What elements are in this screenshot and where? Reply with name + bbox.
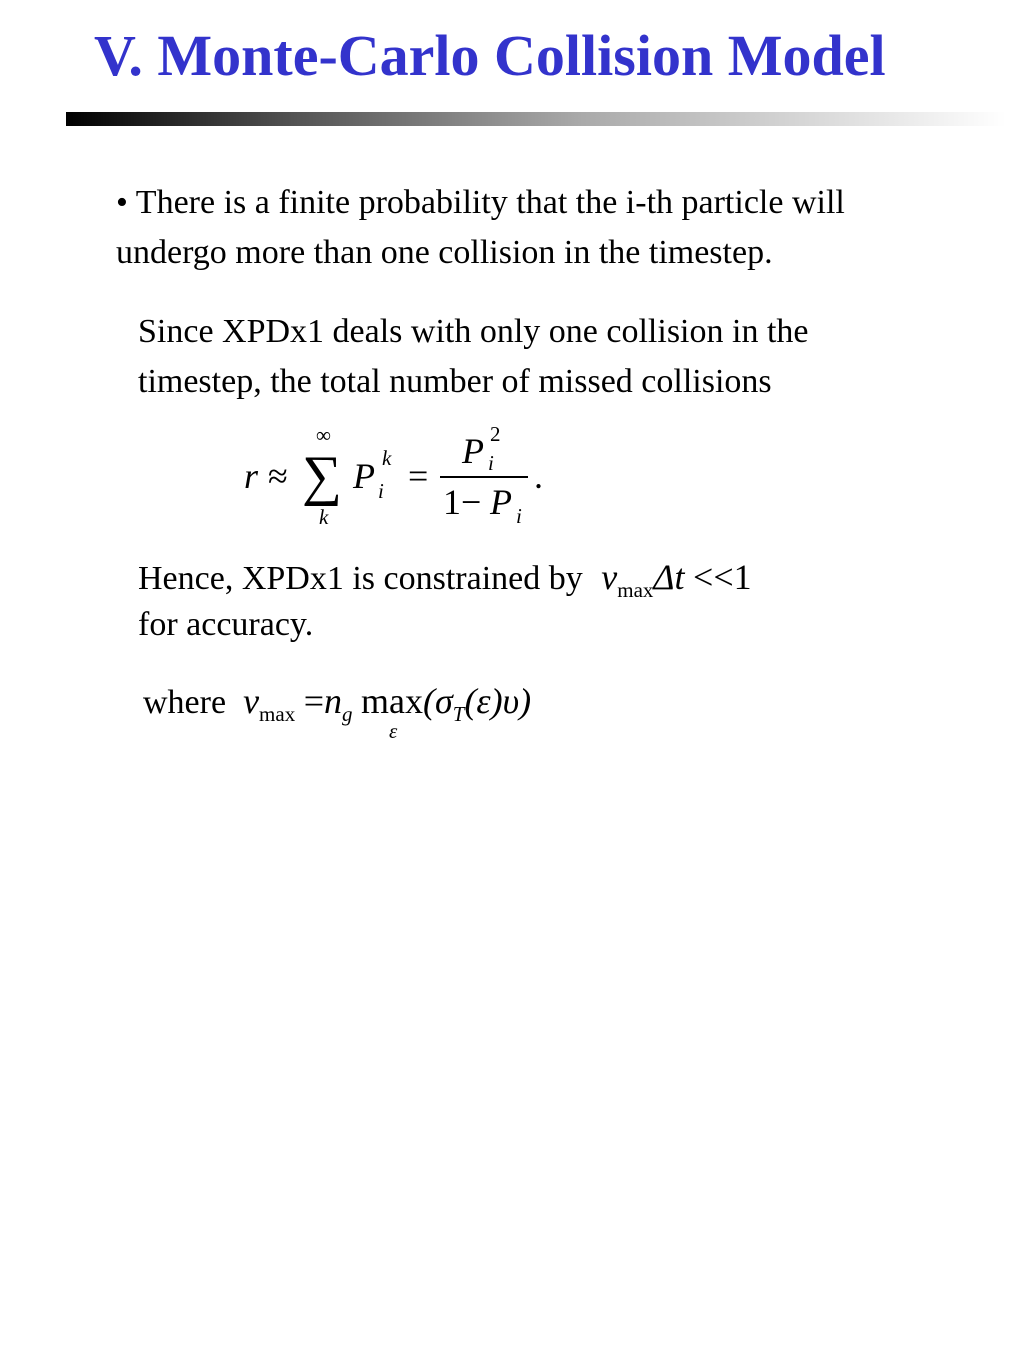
eq-sup: k (382, 446, 392, 470)
equation-vmax (143, 680, 532, 743)
eq-sub: i (378, 479, 384, 503)
bullet-line-1 (116, 184, 845, 222)
para2-line-1 (138, 556, 752, 603)
para2-line-2: for accuracy. (138, 606, 314, 643)
delta-t: Δt (653, 557, 685, 597)
sigma-sub: T (452, 702, 465, 726)
bullet-marker: • (116, 184, 128, 221)
fraction-bar (440, 476, 528, 478)
where-label: where (143, 684, 227, 721)
n-symbol: n (324, 681, 343, 721)
sigma: (σ (423, 681, 453, 721)
gradient-divider (66, 112, 1006, 126)
bullet-line-2: undergo more than one collision in the timestep. (116, 234, 773, 271)
para2-text: Hence, XPDx1 is constrained by (138, 560, 583, 597)
eq-period: . (534, 456, 543, 496)
eq2-rest: (ε)υ) (464, 681, 532, 721)
n-sub: g (342, 702, 353, 726)
den-P: P (490, 482, 512, 522)
v-symbol: v (601, 557, 618, 597)
den-sub: i (516, 504, 522, 528)
max-sub: ε (389, 719, 398, 743)
sum-upper: ∞ (316, 423, 331, 447)
eq-P: P (353, 456, 375, 496)
sum-lower: k (319, 505, 329, 529)
v-symbol: v (243, 681, 260, 721)
den-text: 1− (443, 482, 482, 522)
max-operator-group (361, 681, 423, 743)
num-sup: 2 (490, 422, 501, 446)
bullet-text: There is a finite probability that the i-th particle will (135, 184, 845, 221)
eq-r: r (244, 456, 259, 496)
v-sub: max (259, 702, 296, 726)
eq-equals: = (303, 681, 325, 721)
eq-approx: ≈ (268, 456, 288, 496)
much-less-one: <<1 (693, 557, 752, 597)
max-op: max (361, 681, 423, 721)
num-sub: i (488, 451, 494, 475)
slide-title: V. Monte-Carlo Collision Model (94, 23, 886, 88)
num-P: P (462, 431, 484, 471)
sum-symbol: ∑ (302, 445, 342, 507)
eq-equals: = (408, 456, 429, 496)
para1-line-1: Since XPDx1 deals with only one collision in the (138, 313, 809, 350)
v-sub: max (617, 578, 654, 602)
para1-line-2: timestep, the total number of missed collisions (138, 363, 772, 400)
